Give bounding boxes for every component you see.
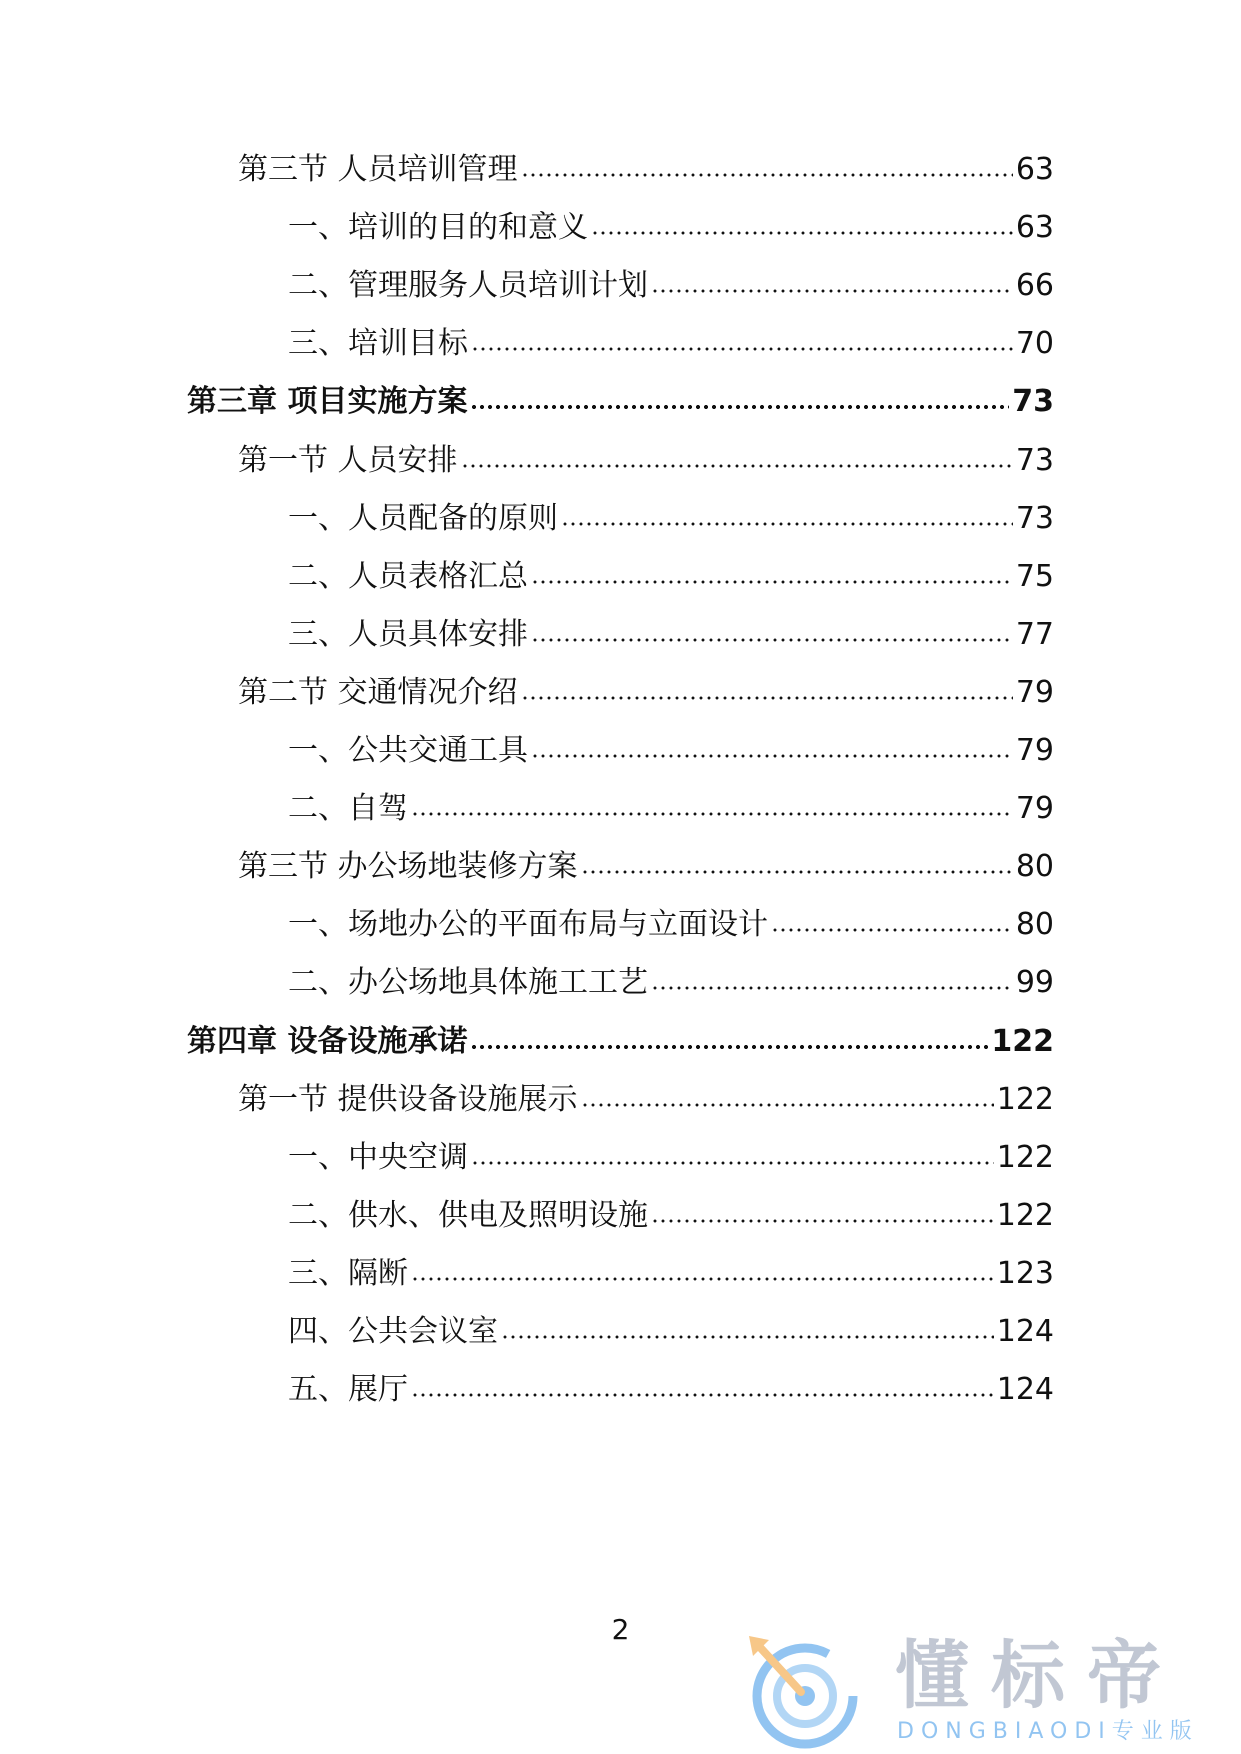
- toc-chapter-entry[interactable]: [187, 1022, 1054, 1062]
- toc-entry-title: 三、隔断: [288, 1255, 408, 1291]
- toc-dot-leader: [531, 578, 1013, 586]
- toc-dot-leader: [591, 229, 1013, 237]
- toc-entry-page-number: 124: [996, 1314, 1054, 1349]
- toc-dot-leader: [581, 868, 1013, 876]
- watermark: [745, 1632, 1225, 1750]
- toc-subsection-entry[interactable]: [288, 557, 1054, 597]
- toc-subsection-entry[interactable]: [288, 324, 1054, 364]
- toc-dot-leader: [651, 984, 1013, 992]
- toc-entry-title: 二、供水、供电及照明设施: [288, 1197, 648, 1233]
- toc-subsection-entry[interactable]: [288, 1138, 1054, 1178]
- toc-entry-page-number: 63: [1015, 210, 1054, 246]
- toc-subsection-entry[interactable]: [288, 1254, 1054, 1294]
- toc-dot-leader: [531, 752, 1013, 760]
- toc-dot-leader: [521, 171, 1013, 179]
- toc-dot-leader: [411, 1391, 994, 1399]
- toc-entry-title: 第三节 人员培训管理: [238, 152, 518, 187]
- toc-subsection-entry[interactable]: [288, 266, 1054, 306]
- toc-subsection-entry[interactable]: [288, 499, 1054, 539]
- toc-dot-leader: [651, 1217, 994, 1225]
- toc-entry-title: 一、培训的目的和意义: [288, 210, 588, 246]
- toc-dot-leader: [411, 810, 1013, 818]
- toc-entry-page-number: 73: [1015, 500, 1054, 536]
- toc-entry-page-number: 73: [1015, 442, 1054, 478]
- toc-dot-leader: [471, 345, 1013, 353]
- toc-entry-page-number: 122: [996, 1197, 1054, 1233]
- toc-entry-title: 一、场地办公的平面布局与立面设计: [288, 907, 768, 943]
- toc-entry-title: 三、人员具体安排: [288, 616, 528, 652]
- toc-subsection-entry[interactable]: [288, 208, 1054, 248]
- target-arrow-logo-icon: [745, 1632, 865, 1750]
- toc-dot-leader: [581, 1101, 994, 1109]
- toc-entry-page-number: 75: [1015, 558, 1054, 594]
- toc-entry-title: 二、办公场地具体施工工艺: [288, 965, 648, 1001]
- toc-entry-title: 第一节 提供设备设施展示: [238, 1081, 578, 1117]
- toc-entry-page-number: 79: [1015, 733, 1054, 768]
- toc-entry-page-number: 77: [1015, 616, 1054, 652]
- toc-entry-page-number: 79: [1015, 674, 1054, 710]
- toc-dot-leader: [470, 1043, 988, 1051]
- toc-subsection-entry[interactable]: [288, 1312, 1054, 1352]
- toc-subsection-entry[interactable]: [288, 1196, 1054, 1236]
- toc-chapter-entry[interactable]: [187, 382, 1054, 422]
- page-number: 2: [611, 1613, 630, 1646]
- toc-entry-page-number: 70: [1015, 326, 1054, 362]
- toc-entry-title: 一、公共交通工具: [288, 733, 528, 768]
- toc-subsection-entry[interactable]: [288, 731, 1054, 771]
- toc-subsection-entry[interactable]: [288, 789, 1054, 829]
- toc-entry-title: 第三节 办公场地装修方案: [238, 849, 578, 885]
- toc-entry-title: 四、公共会议室: [288, 1314, 498, 1349]
- toc-dot-leader: [561, 520, 1013, 528]
- toc-entry-page-number: 124: [996, 1372, 1054, 1408]
- toc-entry-title: 第二节 交通情况介绍: [238, 674, 518, 710]
- toc-entry-title: 第三章 项目实施方案: [187, 384, 468, 420]
- toc-entry-title: 二、自驾: [288, 791, 408, 827]
- toc-section-entry[interactable]: [238, 1080, 1054, 1120]
- toc-dot-leader: [411, 1275, 994, 1283]
- toc-entry-title: 一、中央空调: [288, 1139, 468, 1175]
- toc-subsection-entry[interactable]: [288, 963, 1054, 1003]
- watermark-sub-text: DONGBIAODI专业版: [897, 1719, 1199, 1744]
- toc-entry-title: 第一节 人员安排: [238, 442, 458, 478]
- toc-dot-leader: [771, 926, 1013, 934]
- toc-entry-title: 二、人员表格汇总: [288, 558, 528, 594]
- toc-entry-page-number: 80: [1015, 849, 1054, 885]
- toc-entry-page-number: 123: [996, 1255, 1054, 1291]
- toc-entry-page-number: 122: [991, 1023, 1054, 1059]
- toc-entry-page-number: 79: [1015, 791, 1054, 827]
- toc-entry-title: 一、人员配备的原则: [288, 500, 558, 536]
- toc-section-entry[interactable]: [238, 441, 1054, 481]
- toc-dot-leader: [521, 694, 1013, 702]
- toc-subsection-entry[interactable]: [288, 1370, 1054, 1410]
- toc-dot-leader: [461, 462, 1013, 470]
- toc-dot-leader: [470, 403, 1009, 411]
- toc-section-entry[interactable]: [238, 673, 1054, 713]
- toc-entry-page-number: 80: [1015, 907, 1054, 943]
- toc-entry-page-number: 63: [1015, 152, 1054, 187]
- toc-entry-title: 第四章 设备设施承诺: [187, 1023, 468, 1059]
- toc-entry-page-number: 122: [996, 1139, 1054, 1175]
- toc-subsection-entry[interactable]: [288, 905, 1054, 945]
- toc-section-entry[interactable]: [238, 150, 1054, 190]
- toc-entry-title: 二、管理服务人员培训计划: [288, 268, 648, 304]
- toc-entry-page-number: 66: [1015, 268, 1054, 304]
- toc-entry-page-number: 73: [1012, 384, 1054, 420]
- toc-dot-leader: [471, 1159, 994, 1167]
- toc-subsection-entry[interactable]: [288, 615, 1054, 655]
- toc-dot-leader: [501, 1333, 994, 1341]
- watermark-brand-text: 懂标帝: [895, 1633, 1183, 1719]
- toc-section-entry[interactable]: [238, 847, 1054, 887]
- toc-entry-title: 五、展厅: [288, 1372, 408, 1408]
- toc-dot-leader: [531, 636, 1013, 644]
- toc-entry-page-number: 122: [996, 1081, 1054, 1117]
- toc-entry-page-number: 99: [1015, 965, 1054, 1001]
- toc-dot-leader: [651, 287, 1013, 295]
- toc-entry-title: 三、培训目标: [288, 326, 468, 362]
